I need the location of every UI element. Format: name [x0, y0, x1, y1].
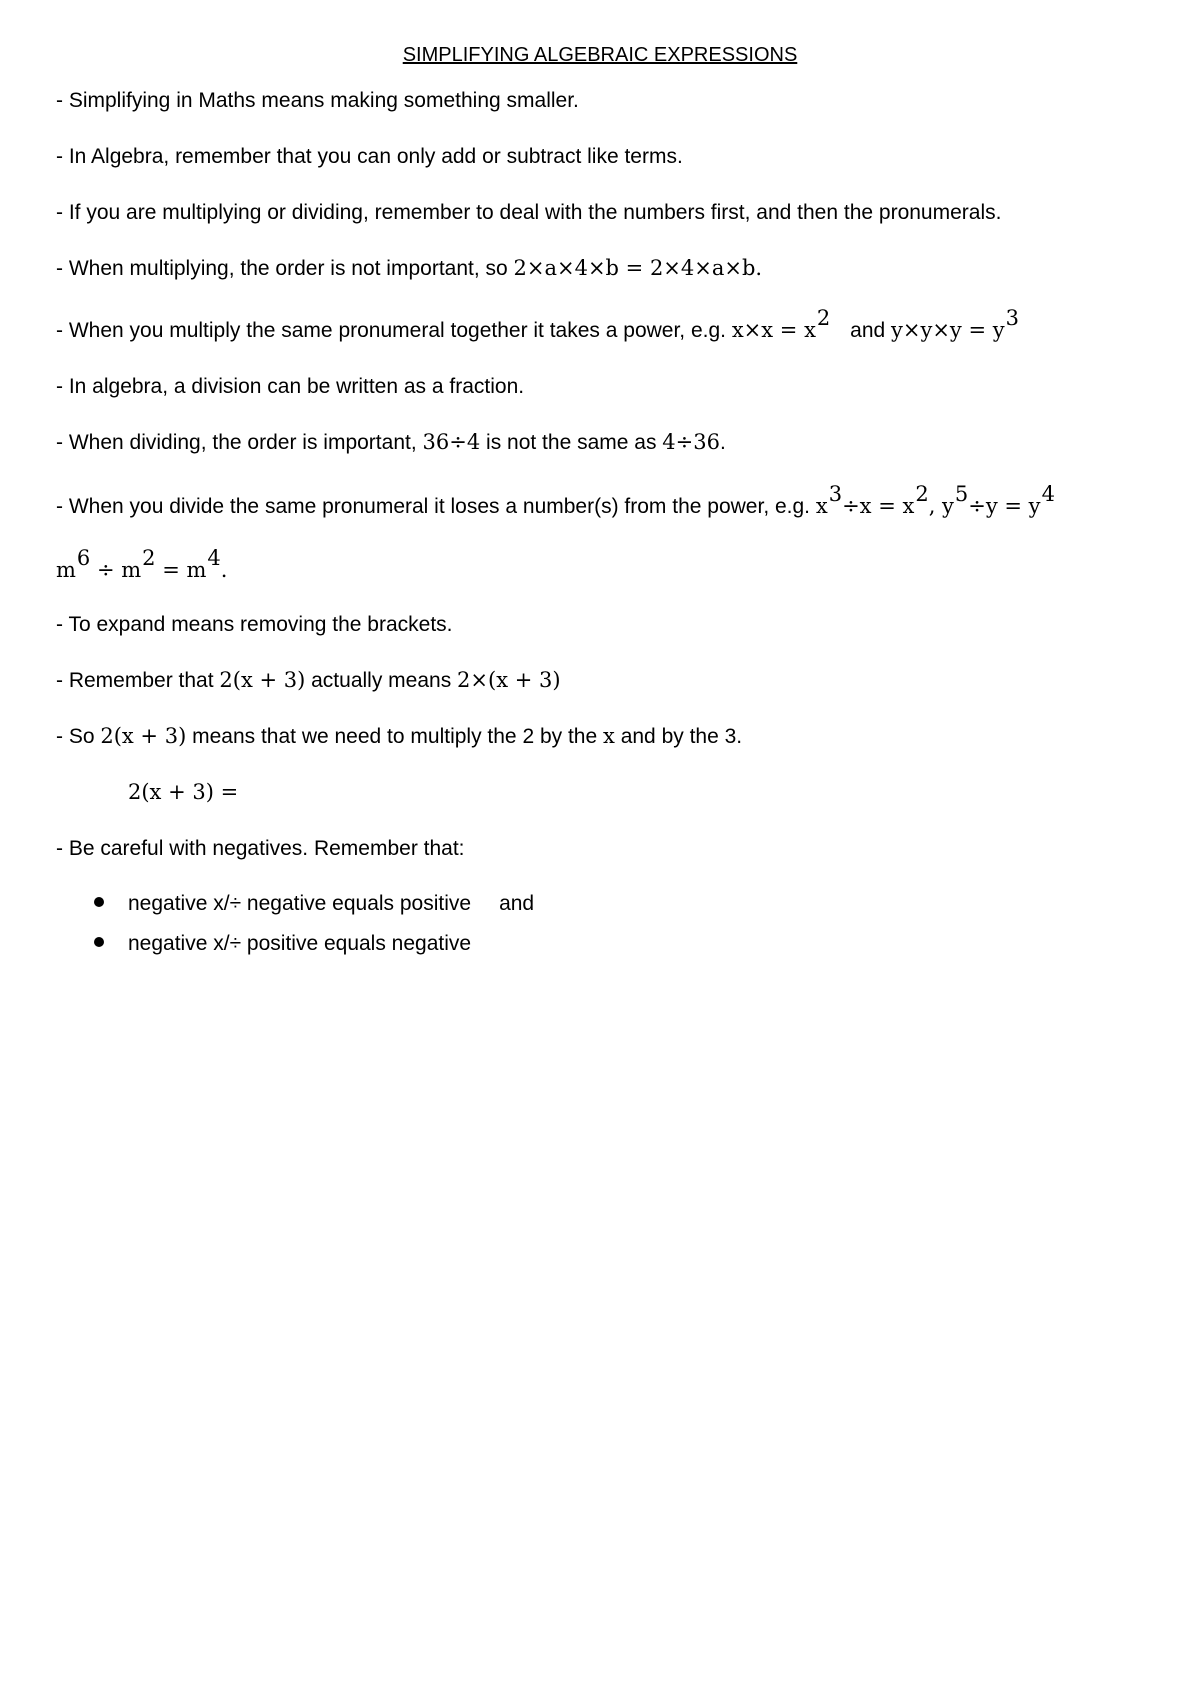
line-text: - When dividing, the order is important,: [56, 431, 423, 454]
line-division-fraction: - In algebra, a division can be written as a fraction.: [56, 375, 525, 398]
math-expression: 4÷36: [662, 430, 720, 454]
math-expression: 2(x + 3): [100, 724, 187, 748]
math-expression: ÷y = y: [968, 494, 1041, 518]
line-multiply-bracket: [56, 724, 742, 749]
math-expression: x: [815, 494, 828, 518]
math-expression: = m: [155, 558, 207, 582]
exponent: 6: [76, 546, 91, 570]
math-expression: x×x = x: [731, 318, 816, 342]
line-text: - When you divide the same pronumeral it loses a number(s) from the power, e.g.: [56, 495, 816, 518]
bullet-item: [94, 892, 534, 916]
line-negatives-warning: - Be careful with negatives. Remember that:: [56, 837, 465, 860]
line-division-power: [56, 482, 1055, 519]
bullet-item: [94, 932, 471, 956]
line-multiplying-order: [56, 256, 762, 281]
line-text: - So: [56, 725, 101, 748]
math-expression: ÷x = x: [842, 494, 915, 518]
exponent: 2: [915, 482, 929, 506]
line-text: .: [719, 431, 726, 454]
math-expression: 2×(x + 3): [457, 668, 561, 692]
bullet-text: negative x/÷ negative equals positive: [128, 892, 472, 915]
exponent: 3: [1005, 306, 1019, 330]
page-title: SIMPLIFYING ALGEBRAIC EXPRESSIONS: [402, 44, 798, 66]
line-text: - When you multiply the same pronumeral together it takes a power, e.g.: [56, 319, 732, 342]
line-like-terms: - In Algebra, remember that you can only add or subtract like terms.: [56, 145, 683, 168]
line-text: - Remember that: [56, 669, 220, 692]
math-expression: y×y×y = y: [891, 318, 1005, 342]
math-expression: m: [56, 558, 76, 582]
math-expression: , y: [928, 494, 954, 518]
bullet-text: negative x/÷ positive equals negative: [128, 932, 472, 955]
line-text: - When multiplying, the order is not important, so: [56, 257, 514, 280]
math-expression: 36÷4: [422, 430, 481, 454]
exponent: 5: [954, 482, 969, 506]
line-division-power-continued: [56, 546, 228, 583]
exponent: 4: [1041, 482, 1055, 506]
line-bracket-meaning: [56, 668, 561, 693]
bullet-icon: [94, 897, 104, 907]
line-simplifying-definition: - Simplifying in Maths means making something smaller.: [56, 89, 579, 112]
math-expression: 2×a×4×b = 2×4×a×b.: [513, 256, 763, 280]
bullet-icon: [94, 937, 104, 947]
line-expand-definition: - To expand means removing the brackets.: [56, 613, 453, 636]
line-text: is not the same as: [480, 431, 663, 454]
line-text: actually means: [305, 669, 458, 692]
line-text: means that we need to multiply the 2 by the: [186, 725, 604, 748]
line-multiply-divide-order: - If you are multiplying or dividing, remember to deal with the numbers first, and then the pronumerals.: [56, 201, 1002, 224]
math-expression: 2(x + 3): [219, 668, 306, 692]
exponent: 2: [142, 546, 156, 570]
line-text: and: [850, 319, 892, 342]
expansion-equation: [128, 780, 238, 805]
line-division-order: [56, 430, 726, 455]
math-expression: ÷ m: [90, 558, 142, 582]
exponent: 3: [828, 482, 843, 506]
exponent: 4: [207, 546, 221, 570]
bullet-suffix: and: [499, 892, 535, 915]
math-expression: .: [220, 558, 228, 582]
line-text: and by the 3.: [614, 725, 743, 748]
math-expression: x: [603, 724, 615, 748]
math-expression: 2(x + 3) =: [128, 780, 239, 804]
line-power-rule: [56, 306, 1019, 343]
exponent: 2: [816, 306, 831, 330]
